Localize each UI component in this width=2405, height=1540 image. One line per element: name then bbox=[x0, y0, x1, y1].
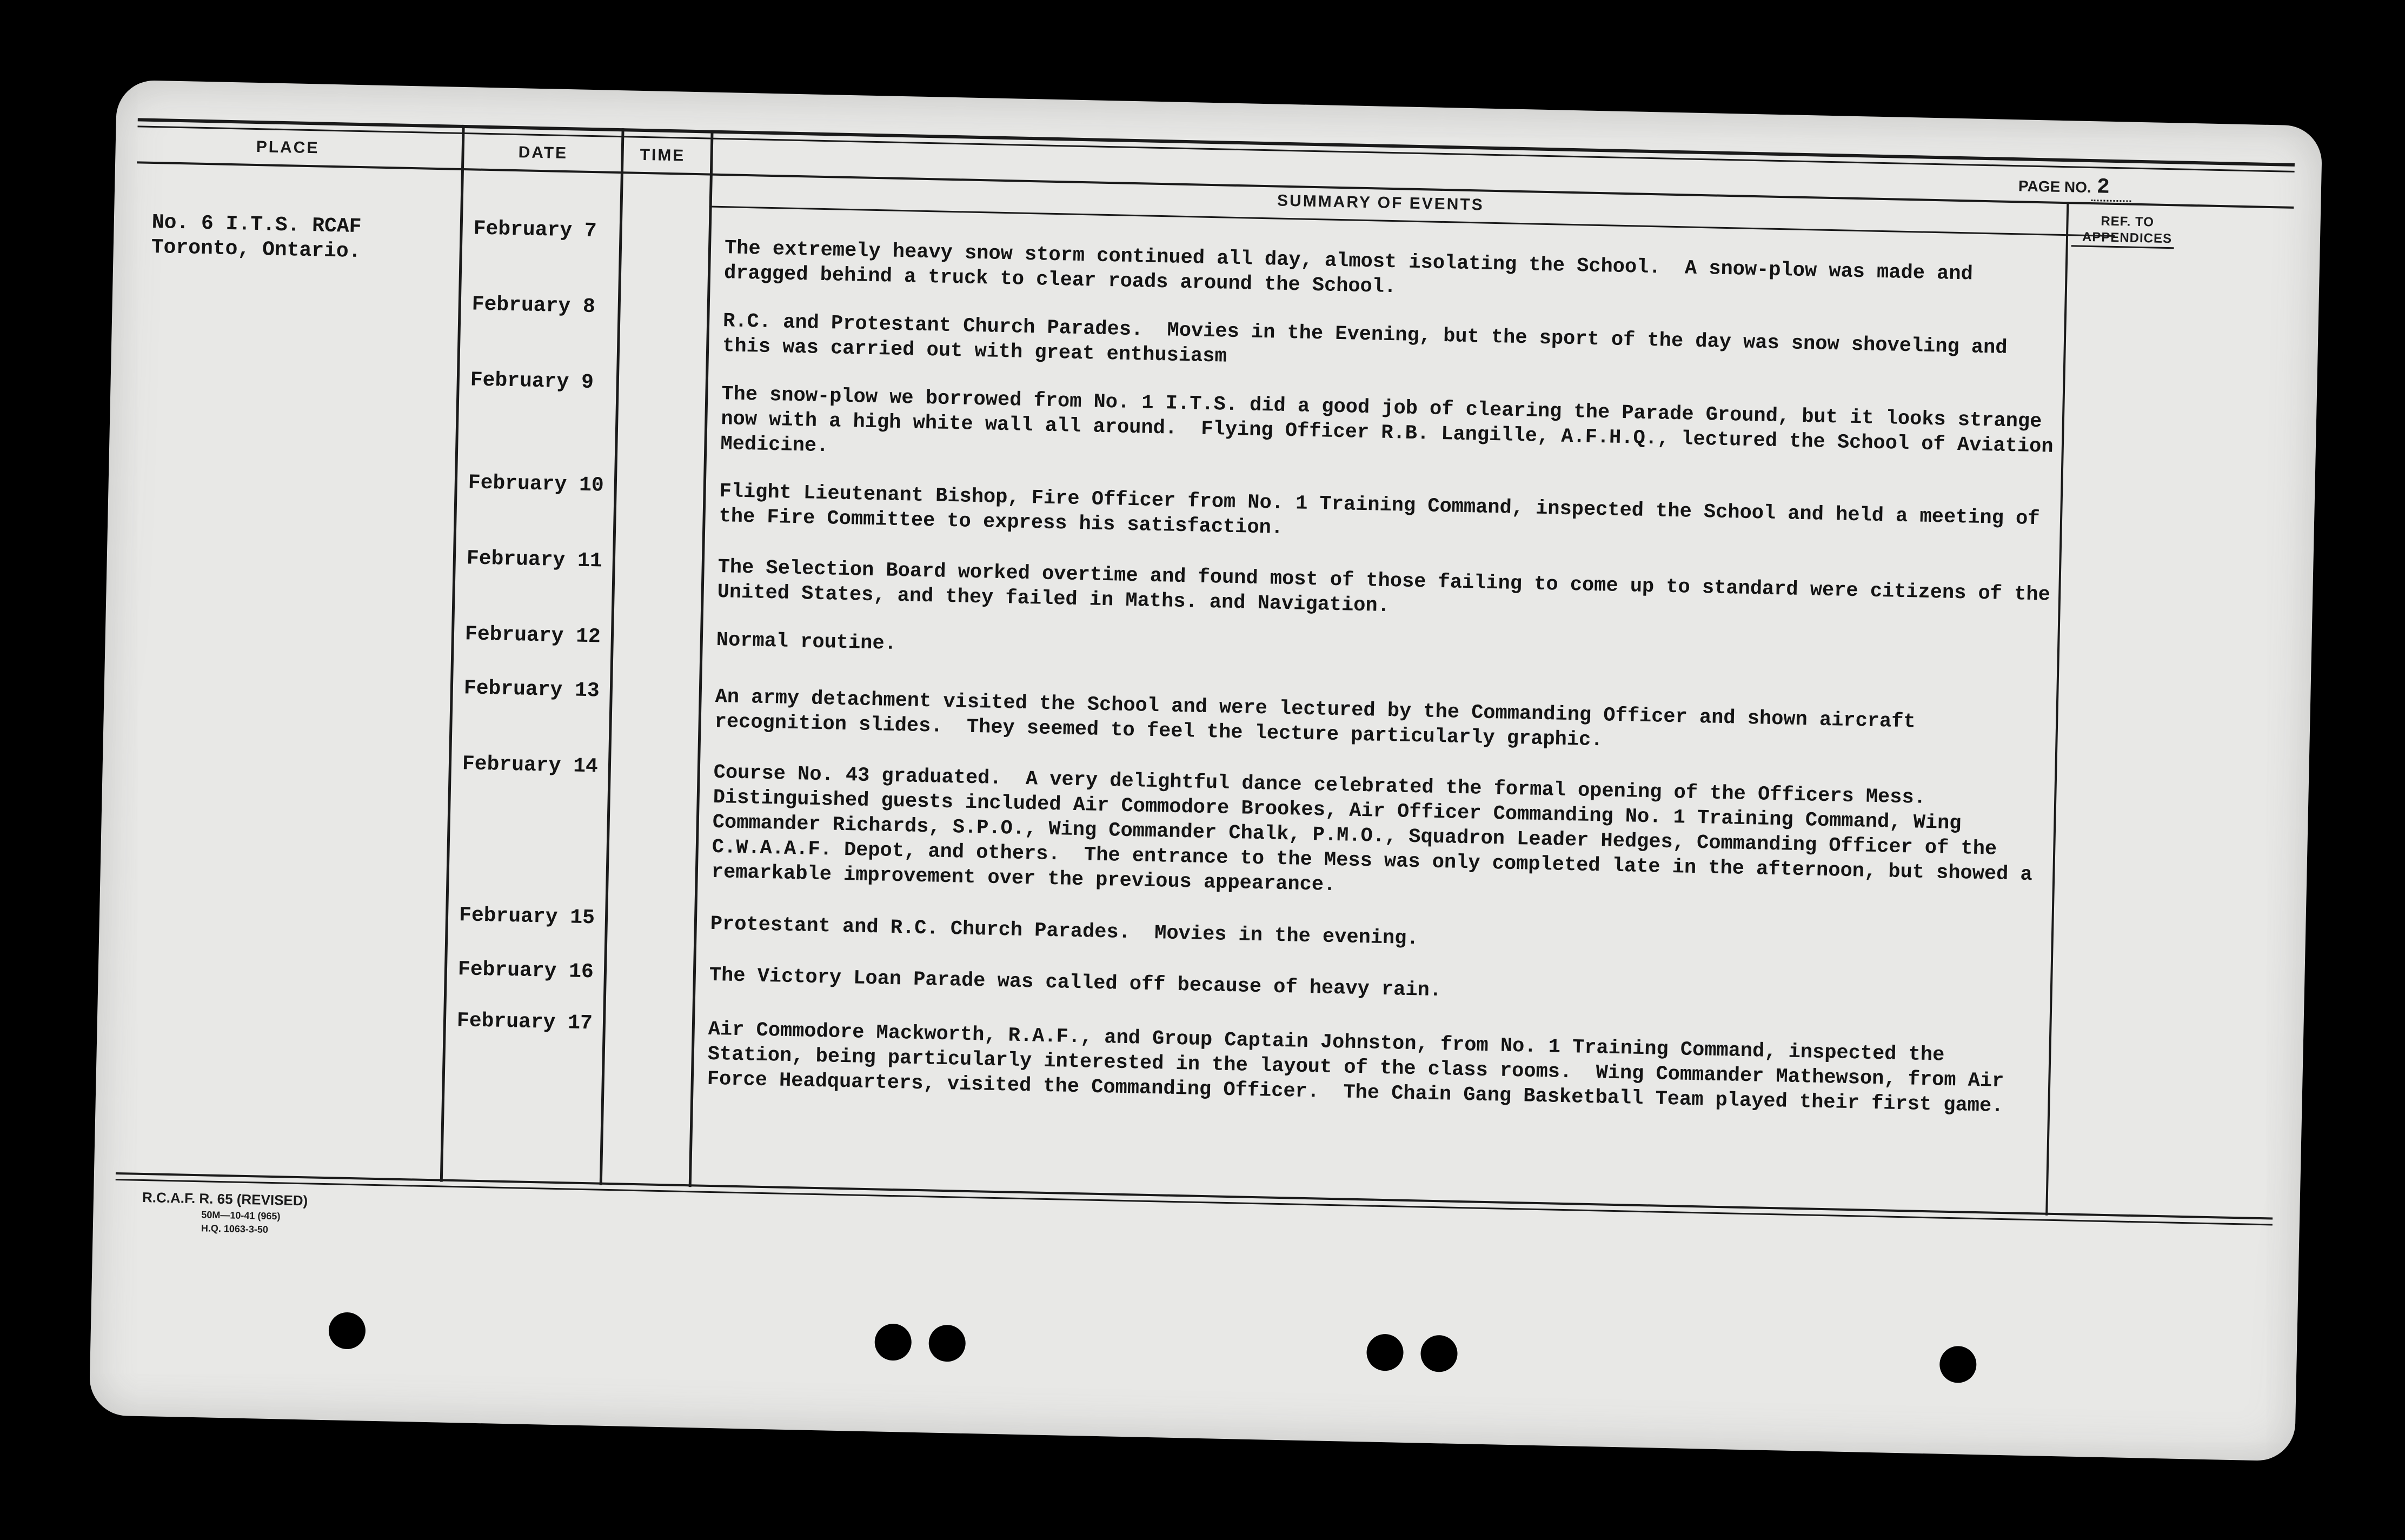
form-print-line1: 50M—10-41 (965) bbox=[201, 1209, 281, 1222]
event-text: Normal routine. bbox=[716, 628, 897, 655]
entry-date: February 11 bbox=[466, 547, 603, 573]
record-card bbox=[89, 80, 2323, 1462]
entry-date: February 13 bbox=[463, 676, 600, 703]
event-text: R.C. and Protestant Church Parades. Movies in the Evening, but the sport of the day was snow shoveling and this was carried out with great enthusiasm bbox=[722, 310, 2020, 368]
event-text: An army detachment visited the School and were lectured by the Commanding Officer and shown aircraft recognition slides. They seemed to feel the lecture particularly graphic. bbox=[714, 685, 1928, 752]
form-number: R.C.A.F. R. 65 (REVISED) bbox=[142, 1189, 308, 1209]
event-text: The Victory Loan Parade was called off because of heavy rain. bbox=[709, 964, 1442, 1003]
punch-hole bbox=[1939, 1346, 1977, 1383]
ref-label-line2: APPENDICES bbox=[2082, 229, 2173, 247]
event-text: Air Commodore Mackworth, R.A.F., and Group Captain Johnston, from No. 1 Training Command, inspected the Station, being particularly interested in the layout of the class rooms. Wing Commander Mathewson, from Air Force Headquarters, visited the Commanding Officer. The Chain Gang Basketball Team played their first game. bbox=[707, 1018, 2016, 1118]
punch-hole bbox=[874, 1323, 912, 1360]
entry-date: February 14 bbox=[462, 752, 599, 779]
place-column-header: PLACE bbox=[256, 137, 320, 157]
event-text: Protestant and R.C. Church Parades. Movies in the evening. bbox=[710, 912, 1419, 951]
entry-date: February 17 bbox=[456, 1009, 593, 1035]
event-text: The extremely heavy snow storm continued all day, almost isolating the School. A snow-plow was made and dragged behind a truck to clear roads around the School. bbox=[723, 237, 1985, 299]
date-column-header: DATE bbox=[518, 143, 568, 163]
page-number-value: 2 bbox=[2091, 175, 2131, 202]
punch-hole bbox=[1366, 1333, 1404, 1371]
place-entry bbox=[151, 210, 362, 264]
time-column-header: TIME bbox=[640, 145, 686, 165]
punch-hole bbox=[928, 1325, 966, 1362]
bottom-rule-2 bbox=[116, 1179, 2273, 1226]
place-line1: No. 6 I.T.S. RCAF bbox=[151, 210, 362, 239]
entry-date: February 8 bbox=[471, 293, 596, 319]
entry-date: February 7 bbox=[473, 217, 597, 243]
page-number-label: PAGE NO. bbox=[2018, 177, 2092, 196]
event-text: The Selection Board worked overtime and found most of those failing to come up to standard were citizens of the United States, and they failed in Maths. and Navigation. bbox=[717, 556, 2063, 618]
entry-date: February 10 bbox=[468, 471, 604, 497]
ref-appendices-header bbox=[2082, 213, 2173, 247]
entry-date: February 12 bbox=[464, 622, 601, 649]
event-text: Course No. 43 graduated. A very delightful dance celebrated the formal opening of the Officers Mess. Distinguished guests included Air Commodore Brookes, Air Officer Commanding No. 1 Training Command, Wing Commander Richards, S.P.O., Wing Commander Chalk, P.M.O., Squadron Leader Hedges, Commanding Officer of the C.W.A.A.F. Depot, and others. The entrance to the Mess was only completed late in the afternoon, but showed a remarkable improvement over the previous appearance. bbox=[711, 761, 2045, 897]
bottom-rule-1 bbox=[116, 1172, 2273, 1220]
entry-date: February 16 bbox=[457, 958, 594, 984]
page-number bbox=[2018, 174, 2132, 200]
event-text: Flight Lieutenant Bishop, Fire Officer from No. 1 Training Command, inspected the School and held a meeting of the Fire Committee to express his satisfaction. bbox=[719, 480, 2052, 540]
date-time-divider bbox=[600, 128, 624, 1185]
form-print-line2: H.Q. 1063-3-50 bbox=[201, 1223, 269, 1235]
punch-hole bbox=[328, 1312, 366, 1349]
entry-date: February 15 bbox=[459, 904, 595, 930]
summary-column-header: SUMMARY OF EVENTS bbox=[1277, 191, 1485, 214]
entry-date: February 9 bbox=[470, 368, 594, 395]
punch-hole bbox=[1420, 1335, 1458, 1372]
event-text: The snow-plow we borrowed from No. 1 I.T.S. did a good job of clearing the Parade Ground, but it looks strange now with a high white wall all around. Flying Officer R.B. Langille, A.F.H.Q., lectured the School of Aviation Medicine. bbox=[720, 383, 2066, 459]
ref-label-line1: REF. TO bbox=[2101, 214, 2155, 230]
place-line2: Toronto, Ontario. bbox=[151, 235, 361, 264]
